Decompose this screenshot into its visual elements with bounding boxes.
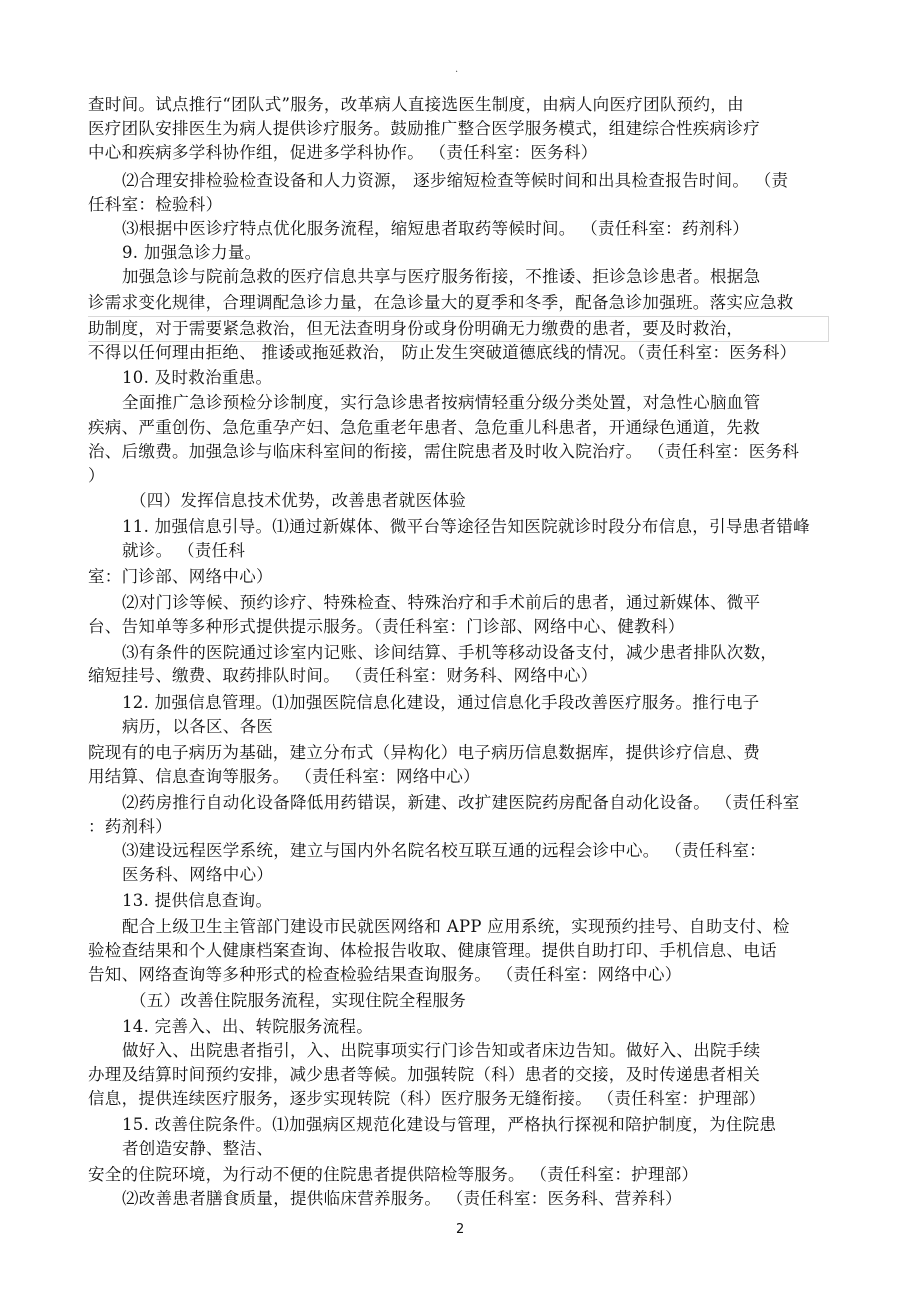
header-mark: . — [455, 64, 459, 75]
text-line: 15. 改善住院条件。⑴加强病区规范化建设与管理，严格执行探视和陪护制度，为住院患 — [122, 1115, 777, 1134]
section-heading: 10. 及时救治重患。 — [122, 368, 273, 387]
text-line: 12. 加强信息管理。⑴加强医院信息化建设，通过信息化手段改善医疗服务。推行电子 — [122, 693, 760, 712]
text-line: 加强急诊与院前急救的医疗信息共享与医疗服务衔接，不推诿、拒诊急诊患者。根据急 — [122, 267, 761, 286]
section-heading: 13. 提供信息查询。 — [122, 891, 273, 910]
text-line: 用结算、信息查询等服务。 （责任科室：网络中心） — [88, 767, 480, 786]
text-line: ：药剂科） — [88, 817, 172, 836]
text-line: 信息，提供连续医疗服务，逐步实现转院（科）医疗服务无缝衔接。 （责任科室：护理部） — [88, 1089, 766, 1108]
text-line: ） — [88, 466, 105, 485]
text-line: 全面推广急诊预检分诊制度，实行急诊患者按病情轻重分级分类处置，对急性心脑血管 — [122, 393, 761, 412]
section-heading: （五）改善住院服务流程，实现住院全程服务 — [130, 991, 466, 1010]
text-line: ⑵合理安排检验检查设备和人力资源， 逐步缩短检查等候时间和出具检查报告时间。 （责 — [122, 171, 789, 190]
text-line: 室：门诊部、网络中心） — [88, 567, 273, 586]
text-line: 缩短挂号、缴费、取药排队时间。 （责任科室：财务科、网络中心） — [88, 666, 598, 685]
text-line: 病历，以各区、各医 — [122, 717, 274, 736]
section-heading: 14. 完善入、出、转院服务流程。 — [122, 1017, 374, 1036]
text-line: 办理及结算时间预约安排，减少患者等候。加强转院（科）患者的交接，及时传递患者相关 — [88, 1065, 760, 1084]
text-line: ⑵对门诊等候、预约诊疗、特殊检查、特殊治疗和手术前后的患者，通过新媒体、微平 — [122, 593, 761, 612]
text-line: 诊需求变化规律，合理调配急诊力量，在急诊量大的夏季和冬季，配备急诊加强班。落实应急救 — [88, 293, 794, 312]
text-line: ⑵改善患者膳食质量，提供临床营养服务。 （责任科室：医务科、营养科） — [122, 1189, 682, 1208]
text-line: ⑵药房推行自动化设备降低用药错误，新建、改扩建医院药房配备自动化设备。 （责任科室 — [122, 793, 800, 812]
text-line: ⑶根据中医诊疗特点优化服务流程，缩短患者取药等候时间。 （责任科室：药剂科） — [122, 219, 750, 238]
text-line: 不得以任何理由拒绝、 推诿或拖延救治， 防止发生突破道德底线的情况。（责任科室：医务科） — [88, 343, 797, 362]
text-line: 任科室：检验科） — [88, 195, 223, 214]
text-line: 中心和疾病多学科协作组，促进多学科协作。 （责任科室：医务科） — [88, 143, 598, 162]
text-line: 安全的住院环境，为行动不便的住院患者提供陪检等服务。 （责任科室：护理部） — [88, 1165, 699, 1184]
text-line-boxed: 助制度，对于需要紧急救治，但无法查明身份或身份明确无力缴费的患者，要及时救治， — [88, 316, 829, 342]
text-line: 者创造安静、整洁、 — [122, 1139, 274, 1158]
text-line: 就诊。 （责任科 — [122, 541, 246, 560]
text-line: 查时间。试点推行“团队式”服务，改革病人直接选医生制度，由病人向医疗团队预约，由 — [88, 95, 744, 114]
section-heading: （四）发挥信息技术优势，改善患者就医体验 — [130, 491, 466, 510]
text-line: 做好入、出院患者指引，入、出院事项实行门诊告知或者床边告知。做好入、出院手续 — [122, 1041, 761, 1060]
text-line: 验检查结果和个人健康档案查询、体检报告收取、健康管理。提供自助打印、手机信息、电话 — [88, 941, 777, 960]
text-line: 配合上级卫生主管部门建设市民就医网络和 APP 应用系统，实现预约挂号、自助支付、检 — [122, 917, 790, 936]
text-line: 院现有的电子病历为基础，建立分布式（异构化）电子病历信息数据库，提供诊疗信息、费 — [88, 743, 760, 762]
text-line: 台、告知单等多种形式提供提示服务。（责任科室：门诊部、网络中心、健教科） — [88, 617, 685, 636]
text-line: ⑶建设远程医学系统，建立与国内外名院名校互联互通的远程会诊中心。 （责任科室： — [122, 841, 766, 860]
text-line: 治、后缴费。加强急诊与临床科室间的衔接，需住院患者及时收入院治疗。 （责任科室：医务科 — [88, 442, 800, 461]
section-heading: 9. 加强急诊力量。 — [122, 243, 262, 262]
page-number: 2 — [456, 1222, 465, 1237]
text-line: 告知、网络查询等多种形式的检查检验结果查询服务。 （责任科室：网络中心） — [88, 965, 682, 984]
text-line: 疾病、严重创伤、急危重孕产妇、急危重老年患者、急危重儿科患者，开通绿色通道，先救 — [88, 418, 760, 437]
text-line: 医务科、网络中心） — [122, 865, 274, 884]
text-line: 医疗团队安排医生为病人提供诊疗服务。鼓励推广整合医学服务模式，组建综合性疾病诊疗 — [88, 119, 760, 138]
text-line: 11. 加强信息引导。⑴通过新媒体、微平台等途径告知医院就诊时段分布信息，引导患者错峰 — [122, 517, 810, 536]
text-line: ⑶有条件的医院通过诊室内记账、诊间结算、手机等移动设备支付，减少患者排队次数， — [122, 643, 778, 662]
